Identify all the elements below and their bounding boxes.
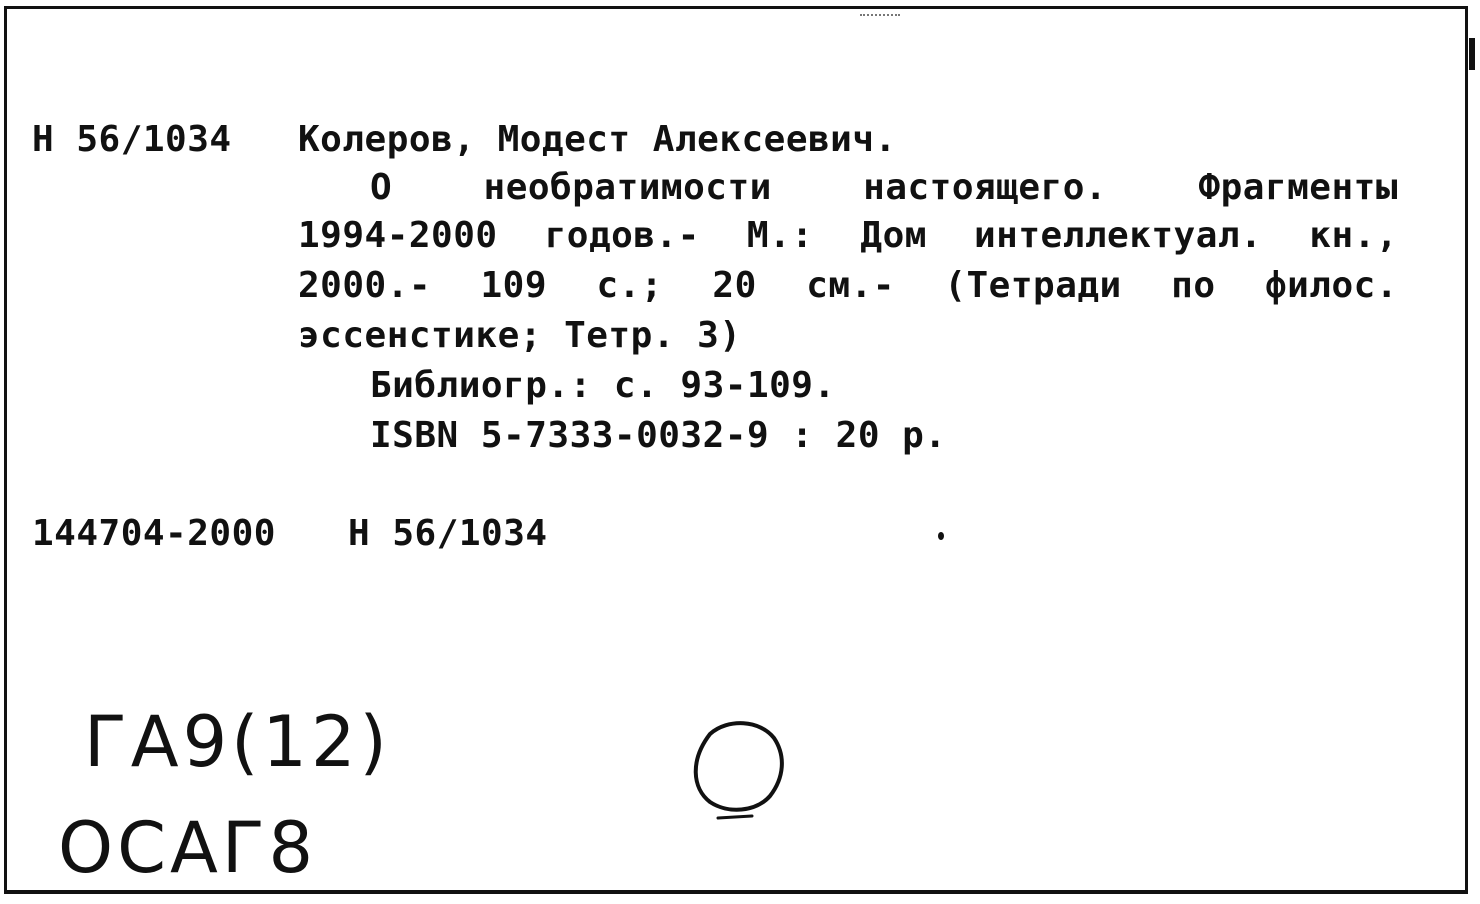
card-edge-mark <box>1469 38 1475 70</box>
inventory-number: 144704-2000 <box>32 513 276 554</box>
handwritten-classification-1: ГА9(12) <box>84 701 391 783</box>
title-line-2: 1994-2000 годов.- М.: Дом интеллектуал. кн., <box>298 215 1398 256</box>
isbn-line: ISBN 5-7333-0032-9 : 20 р. <box>370 415 947 456</box>
shelfmark: Н 56/1034 <box>32 119 232 160</box>
scan-specks <box>860 14 900 19</box>
title-line-1: О необратимости настоящего. Фрагменты <box>370 167 1398 208</box>
title-line-4: эссенстике; Тетр. 3) <box>298 315 742 356</box>
circle-stamp-icon <box>688 716 798 828</box>
handwritten-classification-2: ОСАГ8 <box>58 807 318 889</box>
ink-speck <box>938 532 944 540</box>
shelfmark-bottom: Н 56/1034 <box>348 513 548 554</box>
bibliography-note: Библиогр.: с. 93-109. <box>370 365 836 406</box>
author-heading: Колеров, Модест Алексеевич. <box>298 119 897 160</box>
title-line-3: 2000.- 109 с.; 20 см.- (Тетради по филос. <box>298 265 1398 306</box>
